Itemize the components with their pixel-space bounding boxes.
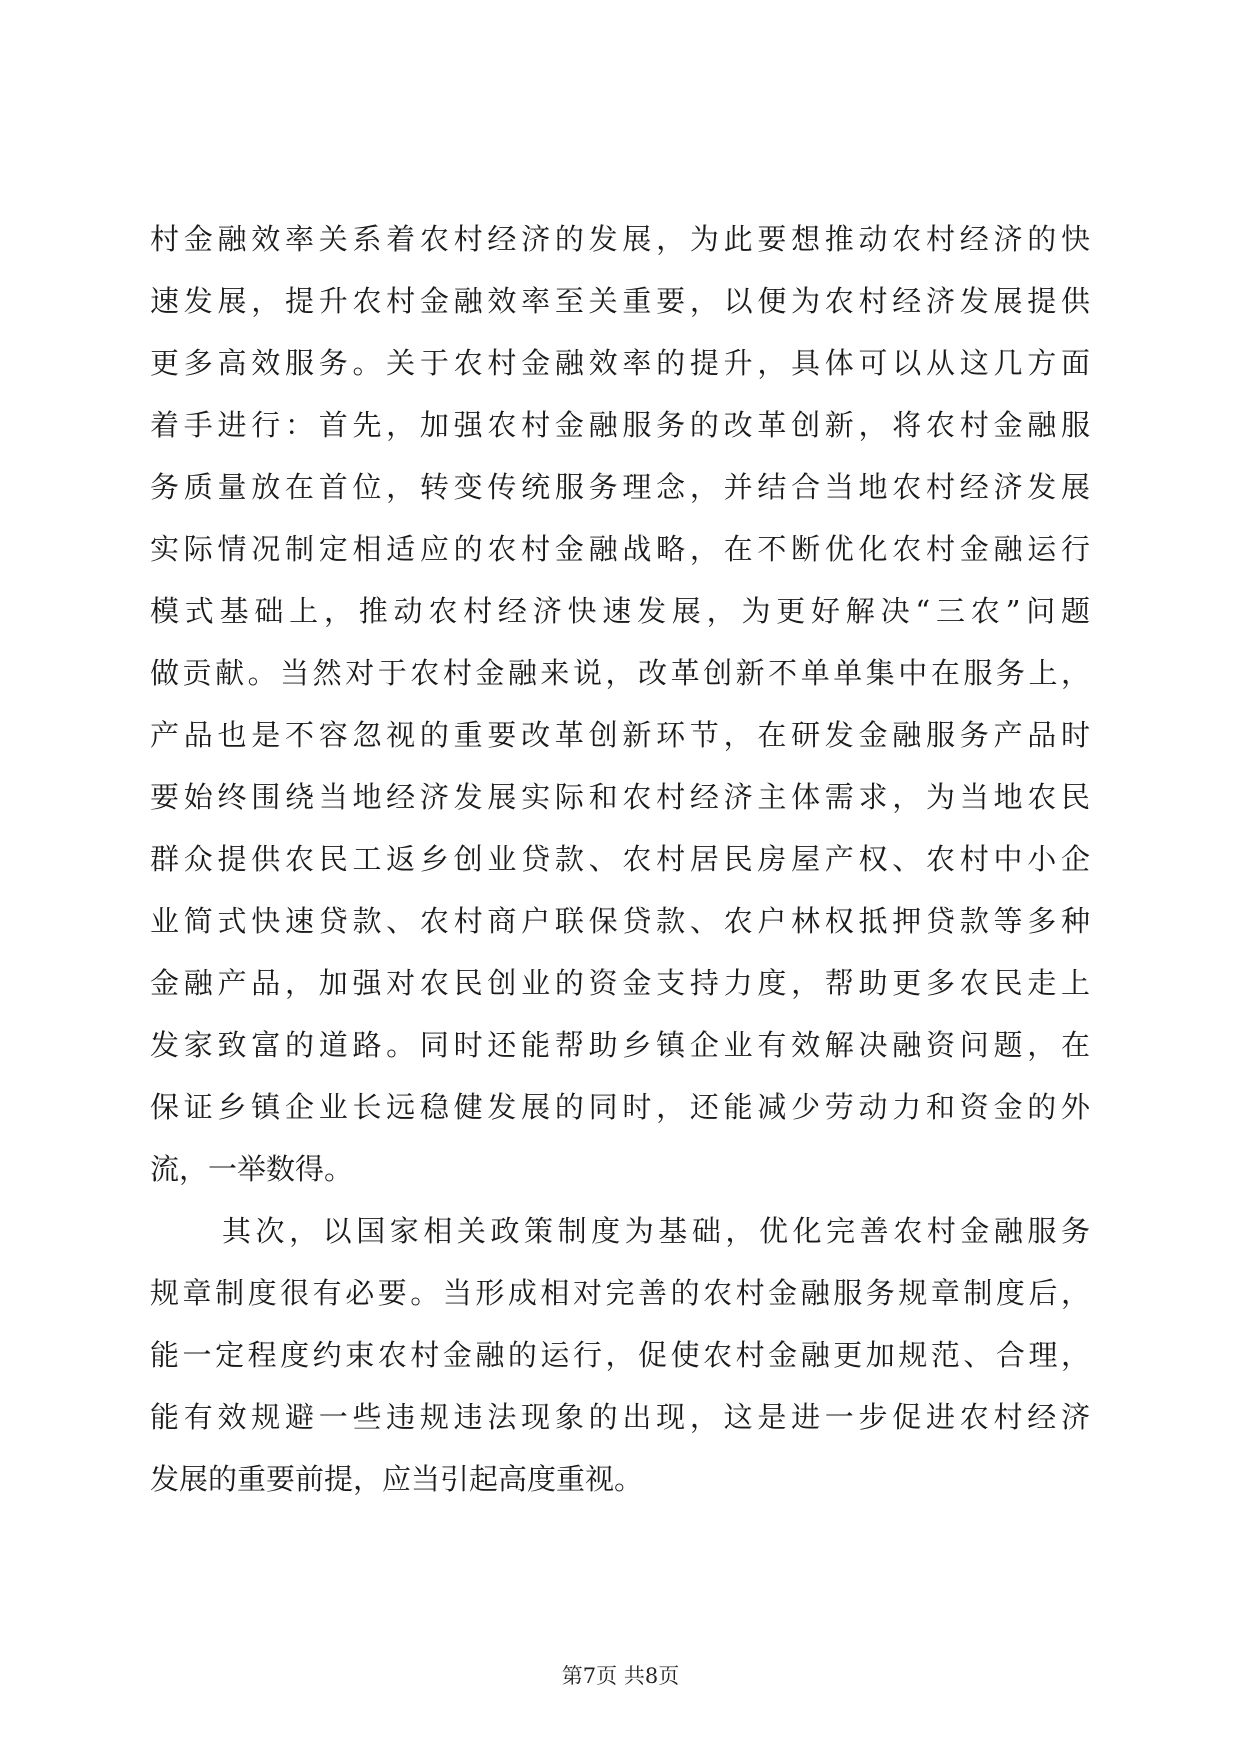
paragraph-1 bbox=[150, 208, 1090, 1200]
text-line: 更多高效服务。关于农村金融效率的提升，具体可以从这几方面 bbox=[150, 346, 1090, 380]
text-line: 实际情况制定相适应的农村金融战略，在不断优化农村金融运行 bbox=[150, 532, 1090, 566]
text-line: 务质量放在首位，转变传统服务理念，并结合当地农村经济发展 bbox=[150, 470, 1090, 504]
text-line: 着手进行：首先，加强农村金融服务的改革创新，将农村金融服 bbox=[150, 408, 1090, 442]
text-line: 流，一举数得。 bbox=[150, 1152, 354, 1186]
text-line: 规章制度很有必要。当形成相对完善的农村金融服务规章制度后， bbox=[150, 1276, 1090, 1310]
text-line: 发家致富的道路。同时还能帮助乡镇企业有效解决融资问题，在 bbox=[150, 1028, 1090, 1062]
text-line: 发展的重要前提，应当引起高度重视。 bbox=[150, 1462, 644, 1496]
text-line: 产品也是不容忽视的重要改革创新环节，在研发金融服务产品时 bbox=[150, 718, 1090, 752]
text-line: 业简式快速贷款、农村商户联保贷款、农户林权抵押贷款等多种 bbox=[150, 904, 1090, 938]
text-line: 速发展，提升农村金融效率至关重要，以便为农村经济发展提供 bbox=[150, 284, 1090, 318]
text-line: 做贡献。当然对于农村金融来说，改革创新不单单集中在服务上， bbox=[150, 656, 1090, 690]
text-line: 能有效规避一些违规违法现象的出现，这是进一步促进农村经济 bbox=[150, 1400, 1090, 1434]
text-line: 要始终围绕当地经济发展实际和农村经济主体需求，为当地农民 bbox=[150, 780, 1090, 814]
text-line: 保证乡镇企业长远稳健发展的同时，还能减少劳动力和资金的外 bbox=[150, 1090, 1090, 1124]
text-line: 模式基础上，推动农村经济快速发展，为更好解决“三农”问题 bbox=[150, 594, 1090, 628]
text-line: 其次，以国家相关政策制度为基础，优化完善农村金融服务 bbox=[222, 1214, 1090, 1248]
page-number-footer: 第7页 共8页 bbox=[561, 1664, 680, 1688]
text-line: 金融产品，加强对农民创业的资金支持力度，帮助更多农民走上 bbox=[150, 966, 1090, 1000]
text-line: 村金融效率关系着农村经济的发展，为此要想推动农村经济的快 bbox=[150, 222, 1090, 256]
paragraph-2 bbox=[150, 1200, 1090, 1510]
text-line: 能一定程度约束农村金融的运行，促使农村金融更加规范、合理， bbox=[150, 1338, 1090, 1372]
body-text bbox=[150, 208, 1090, 1510]
text-line: 群众提供农民工返乡创业贷款、农村居民房屋产权、农村中小企 bbox=[150, 842, 1090, 876]
